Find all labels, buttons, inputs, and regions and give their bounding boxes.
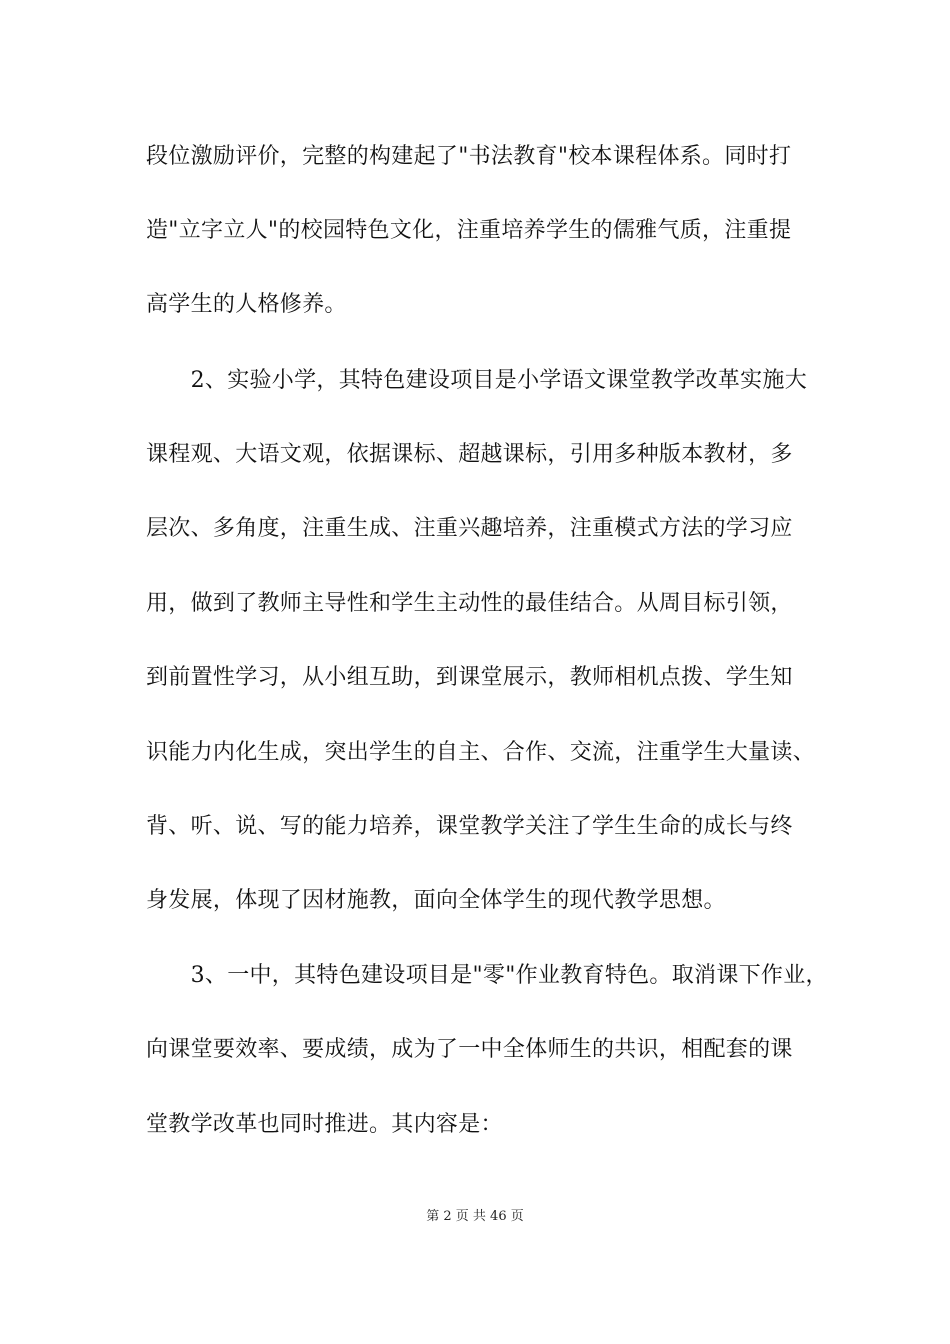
- text-line: 课程观、大语文观，依据课标、超越课标，引用多种版本教材，多: [146, 442, 793, 467]
- text-line: 2、实验小学，其特色建设项目是小学语文课堂教学改革实施大: [146, 368, 807, 393]
- text-line: 段位激励评价，完整的构建起了"书法教育"校本课程体系。同时打: [146, 144, 792, 169]
- text-line: 识能力内化生成，突出学生的自主、合作、交流，注重学生大量读、: [146, 740, 816, 765]
- text-line: 3、一中，其特色建设项目是"零"作业教育特色。取消课下作业，: [146, 963, 828, 988]
- text-line: 堂教学改革也同时推进。其内容是：: [146, 1112, 503, 1137]
- text-line: 向课堂要效率、要成绩，成为了一中全体师生的共识，相配套的课: [146, 1037, 793, 1062]
- text-line: 背、听、说、写的能力培养，课堂教学关注了学生生命的成长与终: [146, 814, 793, 839]
- text-line: 身发展，体现了因材施教，面向全体学生的现代教学思想。: [146, 888, 726, 913]
- text-line: 用，做到了教师主导性和学生主动性的最佳结合。从周目标引领，: [146, 591, 793, 616]
- page-number-footer: 第 2 页 共 46 页: [426, 1209, 524, 1224]
- text-line: 层次、多角度，注重生成、注重兴趣培养，注重模式方法的学习应: [146, 516, 793, 541]
- text-line: 高学生的人格修养。: [146, 292, 347, 317]
- text-line: 造"立字立人"的校园特色文化，注重培养学生的儒雅气质，注重提: [146, 218, 792, 243]
- text-line: 到前置性学习，从小组互助，到课堂展示，教师相机点拨、学生知: [146, 665, 793, 690]
